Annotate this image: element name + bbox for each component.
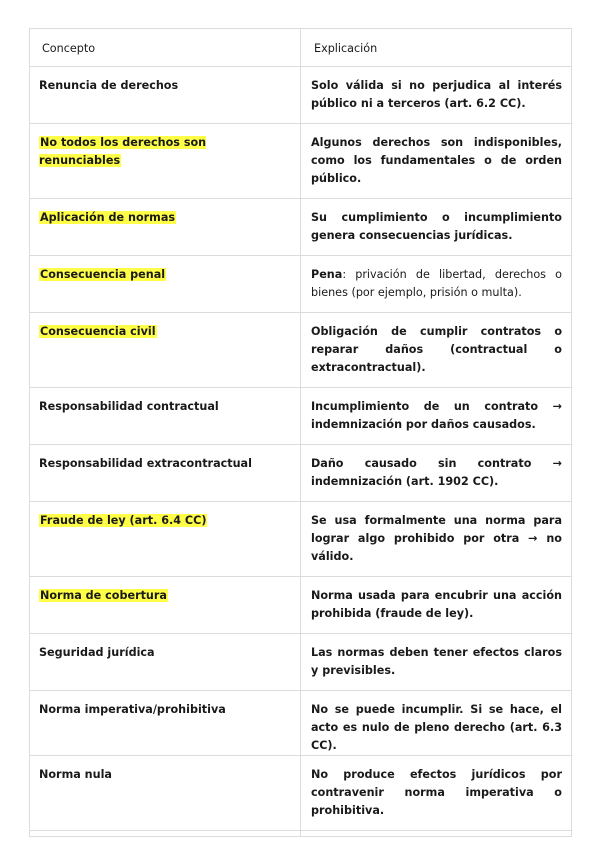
table-row <box>30 577 572 634</box>
table-row <box>30 313 572 388</box>
explanation-cell: Daño causado sin contrato → indemnización (art. 1902 CC). <box>301 445 572 502</box>
concept-text: Responsabilidad contractual <box>39 400 219 413</box>
concepts-table <box>29 28 572 837</box>
empty-cell <box>30 831 301 837</box>
explanation-cell: Su cumplimiento o incumplimiento genera consecuencias jurídicas. <box>301 199 572 256</box>
table-row <box>30 124 572 199</box>
concept-cell <box>30 256 301 313</box>
explanation-cell: No produce efectos jurídicos por contravenir norma imperativa o prohibitiva. <box>301 756 572 831</box>
concept-text: Renuncia de derechos <box>39 79 179 92</box>
explanation-cell <box>301 256 572 313</box>
explanation-cell: Incumplimiento de un contrato → indemnización por daños causados. <box>301 388 572 445</box>
concept-text-highlighted: Consecuencia civil <box>40 325 156 338</box>
concept-text-highlighted: No todos los derechos son renunciables <box>39 136 207 167</box>
table-row <box>30 756 572 831</box>
concept-text-highlighted: Consecuencia penal <box>40 268 166 281</box>
header-concept: Concepto <box>30 29 301 67</box>
table-row <box>30 67 572 124</box>
table-row <box>30 445 572 502</box>
table-row <box>30 634 572 691</box>
explanation-cell: Las normas deben tener efectos claros y previsibles. <box>301 634 572 691</box>
table-row <box>30 256 572 313</box>
empty-cell <box>301 831 572 837</box>
explanation-bold: Pena <box>311 268 343 281</box>
table-row <box>30 502 572 577</box>
concept-text: Norma nula <box>39 768 112 781</box>
table-row <box>30 388 572 445</box>
concept-text: Norma imperativa/prohibitiva <box>39 703 226 716</box>
explanation-text: : privación de libertad, derechos o bienes (por ejemplo, prisión o multa). <box>311 268 562 299</box>
concept-cell <box>30 691 301 756</box>
explanation-cell: No se puede incumplir. Si se hace, el acto es nulo de pleno derecho (art. 6.3 CC). <box>301 691 572 756</box>
explanation-cell: Algunos derechos son indisponibles, como los fundamentales o de orden público. <box>301 124 572 199</box>
concept-text: Responsabilidad extracontractual <box>39 457 252 470</box>
concept-cell <box>30 577 301 634</box>
concept-cell <box>30 634 301 691</box>
concept-cell <box>30 313 301 388</box>
concept-cell <box>30 388 301 445</box>
concept-cell <box>30 502 301 577</box>
explanation-cell: Obligación de cumplir contratos o reparar daños (contractual o extracontractual). <box>301 313 572 388</box>
concept-text: Seguridad jurídica <box>39 646 155 659</box>
explanation-cell: Norma usada para encubrir una acción prohibida (fraude de ley). <box>301 577 572 634</box>
table-row <box>30 691 572 756</box>
concept-text-highlighted: Fraude de ley (art. 6.4 CC) <box>40 514 207 527</box>
explanation-cell: Se usa formalmente una norma para lograr algo prohibido por otra → no válido. <box>301 502 572 577</box>
concept-text-highlighted: Aplicación de normas <box>40 211 176 224</box>
concept-text-highlighted: Norma de cobertura <box>40 589 167 602</box>
table-header-row <box>30 29 572 67</box>
concept-cell <box>30 756 301 831</box>
concept-cell <box>30 199 301 256</box>
header-explanation: Explicación <box>301 29 572 67</box>
table-row <box>30 199 572 256</box>
explanation-cell: Solo válida si no perjudica al interés público ni a terceros (art. 6.2 CC). <box>301 67 572 124</box>
concept-cell <box>30 67 301 124</box>
concept-cell <box>30 124 301 199</box>
concept-cell <box>30 445 301 502</box>
table-row-continuation <box>30 831 572 837</box>
